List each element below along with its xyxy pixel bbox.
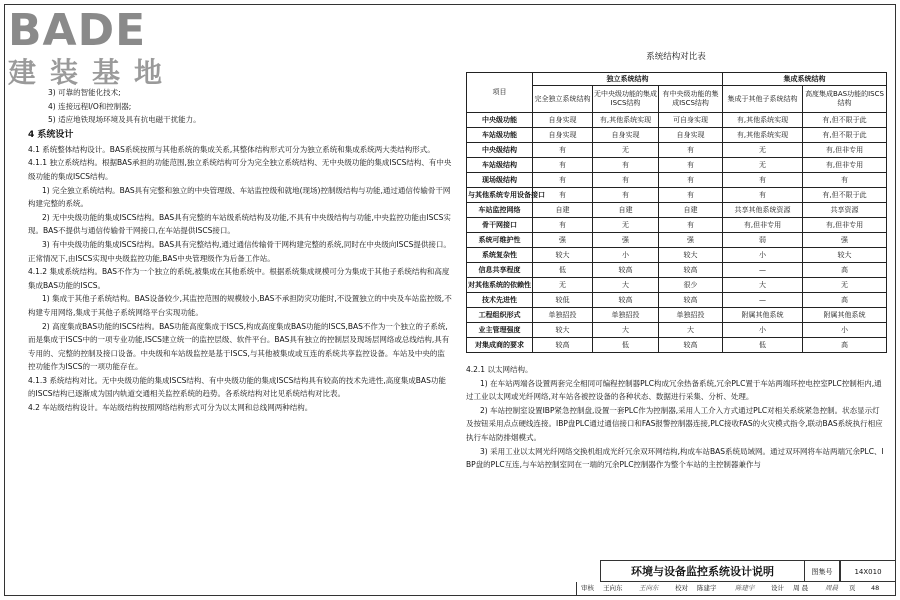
table-cell: 有 <box>533 218 593 233</box>
table-row-label: 车站级结构 <box>467 158 533 173</box>
table-cell: 有 <box>533 143 593 158</box>
table-cell: 自身实现 <box>659 128 723 143</box>
logo <box>8 6 208 98</box>
table-row <box>467 338 887 353</box>
table-row-label: 现场级结构 <box>467 173 533 188</box>
check-name: 陈建宇 <box>697 584 717 592</box>
logo-cn-text: 建装基地 <box>8 56 177 89</box>
table-cell: 较大 <box>659 248 723 263</box>
table-col-header: 完全独立系统结构 <box>533 86 593 113</box>
table-row-label: 车站级功能 <box>467 128 533 143</box>
table-cell: 有 <box>593 158 659 173</box>
table-row <box>467 263 887 278</box>
table-cell: 较高 <box>533 338 593 353</box>
page-number: 48 <box>871 584 880 592</box>
table-cell: 有 <box>723 173 803 188</box>
table-cell: 高 <box>803 338 887 353</box>
paragraph-4-2-1: 4.2.1 以太网结构。 <box>466 365 533 374</box>
table-row <box>467 113 887 128</box>
table-row-label: 对其他系统的依赖性 <box>467 278 533 293</box>
table-cell: 很少 <box>659 278 723 293</box>
table-cell: 单独招投 <box>533 308 593 323</box>
table-cell: 强 <box>659 233 723 248</box>
list-item: 5) 适应地铁现场环境及具有抗电磁干扰能力。 <box>48 115 201 125</box>
paragraph-4-1-1: 4.1.1 独立系统结构。根据BAS承担的功能范围,独立系统结构可分为完全独立系统结构、无中央级功能的集成ISCS结构、有中央级功能的集成ISCS结构。 <box>28 158 452 181</box>
table-title: 系统结构对比表 <box>646 52 706 62</box>
review-signature: 王向东 <box>639 584 659 592</box>
table-cell: 较大 <box>803 248 887 263</box>
table-cell: 自身实现 <box>593 128 659 143</box>
review-name: 王向东 <box>603 584 623 592</box>
table-cell: 有,但非专用 <box>803 218 887 233</box>
table-cell: 有,但非专用 <box>803 143 887 158</box>
table-cell: 有 <box>593 173 659 188</box>
table-cell: 较高 <box>659 293 723 308</box>
table-cell: 有 <box>659 158 723 173</box>
table-row <box>467 203 887 218</box>
table-cell: 大 <box>593 323 659 338</box>
table-cell: — <box>723 293 803 308</box>
table-row-label: 业主管理强度 <box>467 323 533 338</box>
table-row-label: 车站监控网络 <box>467 203 533 218</box>
table-cell: 自建 <box>659 203 723 218</box>
table-cell: 无 <box>533 278 593 293</box>
table-row-label: 工程组织形式 <box>467 308 533 323</box>
section-4-2-1 <box>466 363 886 472</box>
table-cell: 较高 <box>593 293 659 308</box>
table-row-label: 中央级功能 <box>467 113 533 128</box>
table-group-integrated: 集成系统结构 <box>723 73 887 86</box>
paragraph-4-2-1-item1: 1) 在车站两端各设置两套完全相同可编程控制器PLC构成冗余热备系统,冗余PLC置于车站两端环控电控室PLC控制柜内,通过工业以太网或光纤网络,对车站各被控设备的各种状态、数据进行采集、分析、处理。 <box>466 378 882 402</box>
table-group-independent: 独立系统结构 <box>533 73 723 86</box>
table-cell: 小 <box>723 323 803 338</box>
table-cell: 较大 <box>533 323 593 338</box>
table-cell: 有 <box>659 188 723 203</box>
table-cell: 无 <box>593 218 659 233</box>
table-body <box>467 113 887 353</box>
table-cell: 大 <box>723 278 803 293</box>
paragraph-4-1-1-item3: 3) 有中央级功能的集成ISCS结构。BAS具有完整结构,通过通信传输骨干网构建完整的系统,同时在中央级向ISCS提供接口。正常情况下,由ISCS实现中央级监控功能,BAS中央管理级作为后备工作站。 <box>28 239 451 263</box>
table-cell: 有 <box>659 173 723 188</box>
table-row <box>467 158 887 173</box>
table-row-label: 骨干网接口 <box>467 218 533 233</box>
paragraph-4-1-1-item1: 1) 完全独立系统结构。BAS具有完整和独立的中央管理级、车站监控级和就地(现场)控制级结构与功能,通过通信传输骨干网构建完整的系统。 <box>28 185 451 209</box>
table-cell: 有,但非专用 <box>723 218 803 233</box>
table-cell: 弱 <box>723 233 803 248</box>
table-cell: 高 <box>803 263 887 278</box>
table-cell: 较高 <box>659 338 723 353</box>
atlas-label: 图集号 <box>804 560 840 582</box>
section-heading-4: 4 系统设计 <box>28 129 74 140</box>
table-cell: 有,但不限于此 <box>803 128 887 143</box>
table-row <box>467 128 887 143</box>
table-cell: 小 <box>723 248 803 263</box>
table-cell: 较高 <box>593 263 659 278</box>
table-cell: 无 <box>803 278 887 293</box>
table-cell: 单独招投 <box>659 308 723 323</box>
drawing-title: 环境与设备监控系统设计说明 <box>600 560 804 582</box>
paragraph-4-1: 4.1 系统整体结构设计。BAS系统按照与其他系统的集成关系,其整体结构形式可分为独立系统和集成系统两大类结构形式。 <box>28 144 435 154</box>
table-cell: 共享其他系统资源 <box>723 203 803 218</box>
table-cell: 强 <box>593 233 659 248</box>
table-cell: 低 <box>533 263 593 278</box>
table-cell: 较低 <box>533 293 593 308</box>
title-block <box>581 560 896 596</box>
table-cell: 有,但不限于此 <box>803 113 887 128</box>
table-cell: 有 <box>723 188 803 203</box>
table-cell: 自身实现 <box>533 128 593 143</box>
table-cell: 小 <box>593 248 659 263</box>
paragraph-4-1-2: 4.1.2 集成系统结构。BAS不作为一个独立的系统,被集成在其他系统中。根据系统集成规模可分为集成于其他子系统结构和高度集成BAS功能的ISCS。 <box>28 267 450 290</box>
table-cell: 低 <box>723 338 803 353</box>
table-row-label: 中央级结构 <box>467 143 533 158</box>
table-row <box>467 323 887 338</box>
table-row-label: 系统复杂性 <box>467 248 533 263</box>
table-cell: 有 <box>803 173 887 188</box>
table-row <box>467 278 887 293</box>
table-cell: 强 <box>803 233 887 248</box>
table-cell: 有,其他系统实现 <box>723 128 803 143</box>
table-cell: 较高 <box>659 263 723 278</box>
paragraph-4-2: 4.2 车站级结构设计。车站级结构按照网络结构形式可分为以太网和总线网两种结构。 <box>28 403 313 413</box>
paragraph-4-1-2-item1: 1) 集成于其他子系统结构。BAS设备较少,其监控范围的规模较小,BAS不承担防灾功能时,不设置独立的中央及车站监控级,不构建专用网络,集成于其他子系统网络平台实现功能。 <box>28 294 452 317</box>
table-cell: 有 <box>593 188 659 203</box>
table-cell: 自建 <box>593 203 659 218</box>
table-cell: 有 <box>533 173 593 188</box>
paragraph-4-2-1-item3: 3) 采用工业以太网光纤网络交换机组成光纤冗余双环网结构,构成车站BAS系统局域网。通过双环网将车站两端冗余PLC、IBP盘的PLC互连,与车站控制室同在一端的冗余PLC控制器作为整个车站的主控制器兼作与 <box>466 446 884 470</box>
design-name: 周 晨 <box>793 584 809 592</box>
page-label: 页 <box>849 584 856 592</box>
table-cell: 附属其他系统 <box>803 308 887 323</box>
paragraph-4-1-1-item2: 2) 无中央级功能的集成ISCS结构。BAS具有完整的车站级系统结构及功能,不具有中央级结构与功能,中央监控功能由ISCS实现。BAS不提供与通信传输骨干网接口,在车站提供ISCS接口。 <box>28 212 451 236</box>
table-cell: 有 <box>533 188 593 203</box>
table-cell: 有,但不限于此 <box>803 188 887 203</box>
table-cell: 单独招投 <box>593 308 659 323</box>
table-cell: 大 <box>593 278 659 293</box>
paragraph-4-2-1-item2: 2) 车站控制室设置IBP紧急控制盘,设置一套PLC作为控制器,采用人工介入方式通过PLC对相关系统紧急控制。状态显示灯及按钮采用点点硬线连接。IBP盘PLC通过通信接口和FAS报警控制器连接,PLC接收FAS的火灾模式指令,联动BAS系统执行相应执行车站防排烟模式。 <box>466 405 883 442</box>
paragraph-4-1-2-item2: 2) 高度集成BAS功能的ISCS结构。BAS功能高度集成于ISCS,构成高度集成BAS功能的ISCS,BAS不作为一个独立的子系统,而是集成于ISCS中的一项专业功能,ISCS建立统一的监控层级、软件平台。BAS具有独立的控制层及现场层网络或总线结构,具有专用的、完整的控制及接口设备。中央级和车站级监控是基于ISCS,与其他被集成或互连的系统共享监控设备。车站及中央的监控功能作为ISCS的一项功能存在。 <box>28 321 450 372</box>
atlas-number: 14X010 <box>840 560 896 582</box>
check-label: 校对 <box>675 584 688 592</box>
table-cell: 较大 <box>533 248 593 263</box>
table-row <box>467 188 887 203</box>
table-row <box>467 308 887 323</box>
signature-row <box>576 582 896 596</box>
list-item: 3) 可靠的智能化技术; <box>48 88 121 97</box>
table-row <box>467 293 887 308</box>
table-cell: 可自身实现 <box>659 113 723 128</box>
left-column <box>28 86 452 415</box>
table-cell: 共享资源 <box>803 203 887 218</box>
table-row <box>467 173 887 188</box>
paragraph-4-1-3: 4.1.3 系统结构对比。无中央级功能的集成ISCS结构、有中央级功能的集成ISCS结构具有较高的技术先进性,高度集成BAS功能的ISCS结构已逐渐成为国内轨道交通相关监控系统的趋势。各系统结构对比见系统结构对比表。 <box>28 375 446 399</box>
table-col-header: 集成于其他子系统结构 <box>723 86 803 113</box>
table-row <box>467 233 887 248</box>
check-signature: 陈建宇 <box>735 584 755 592</box>
table-row-label: 系统可维护性 <box>467 233 533 248</box>
design-label: 设计 <box>771 584 784 592</box>
table-cell: 有 <box>659 143 723 158</box>
table-row <box>467 143 887 158</box>
table-cell: 小 <box>803 323 887 338</box>
review-label: 审核 <box>581 584 594 592</box>
table-cell: 无 <box>723 143 803 158</box>
design-signature: 周晨 <box>825 584 838 592</box>
table-cell: 无 <box>723 158 803 173</box>
table-cell: 低 <box>593 338 659 353</box>
comparison-table <box>466 72 887 353</box>
table-cell: 有,其他系统实现 <box>593 113 659 128</box>
table-row-label: 信息共享程度 <box>467 263 533 278</box>
table-cell: 自建 <box>533 203 593 218</box>
table-cell: 自身实现 <box>533 113 593 128</box>
table-cell: 附属其他系统 <box>723 308 803 323</box>
table-cell: 无 <box>593 143 659 158</box>
table-cell: 有 <box>533 158 593 173</box>
table-cell: 高 <box>803 293 887 308</box>
table-cell: 有,其他系统实现 <box>723 113 803 128</box>
list-item: 4) 连接远程I/O和控制器; <box>48 101 132 111</box>
table-cell: 有 <box>659 218 723 233</box>
table-cell: 有,但非专用 <box>803 158 887 173</box>
table-col-header: 高度集成BAS功能的ISCS结构 <box>803 86 887 113</box>
table-col-header: 无中央级功能的集成ISCS结构 <box>593 86 659 113</box>
table-cell: 强 <box>533 233 593 248</box>
right-column <box>466 50 886 472</box>
logo-wordmark: BADE <box>8 5 147 56</box>
table-row <box>467 248 887 263</box>
table-col-header: 有中央级功能的集成ISCS结构 <box>659 86 723 113</box>
table-cell: — <box>723 263 803 278</box>
table-row-label: 与其他系统专用设备接口 <box>467 188 533 203</box>
table-cell: 大 <box>659 323 723 338</box>
table-head-item: 项目 <box>467 73 533 113</box>
table-row <box>467 218 887 233</box>
table-row-label: 技术先进性 <box>467 293 533 308</box>
table-row-label: 对集成商的要求 <box>467 338 533 353</box>
